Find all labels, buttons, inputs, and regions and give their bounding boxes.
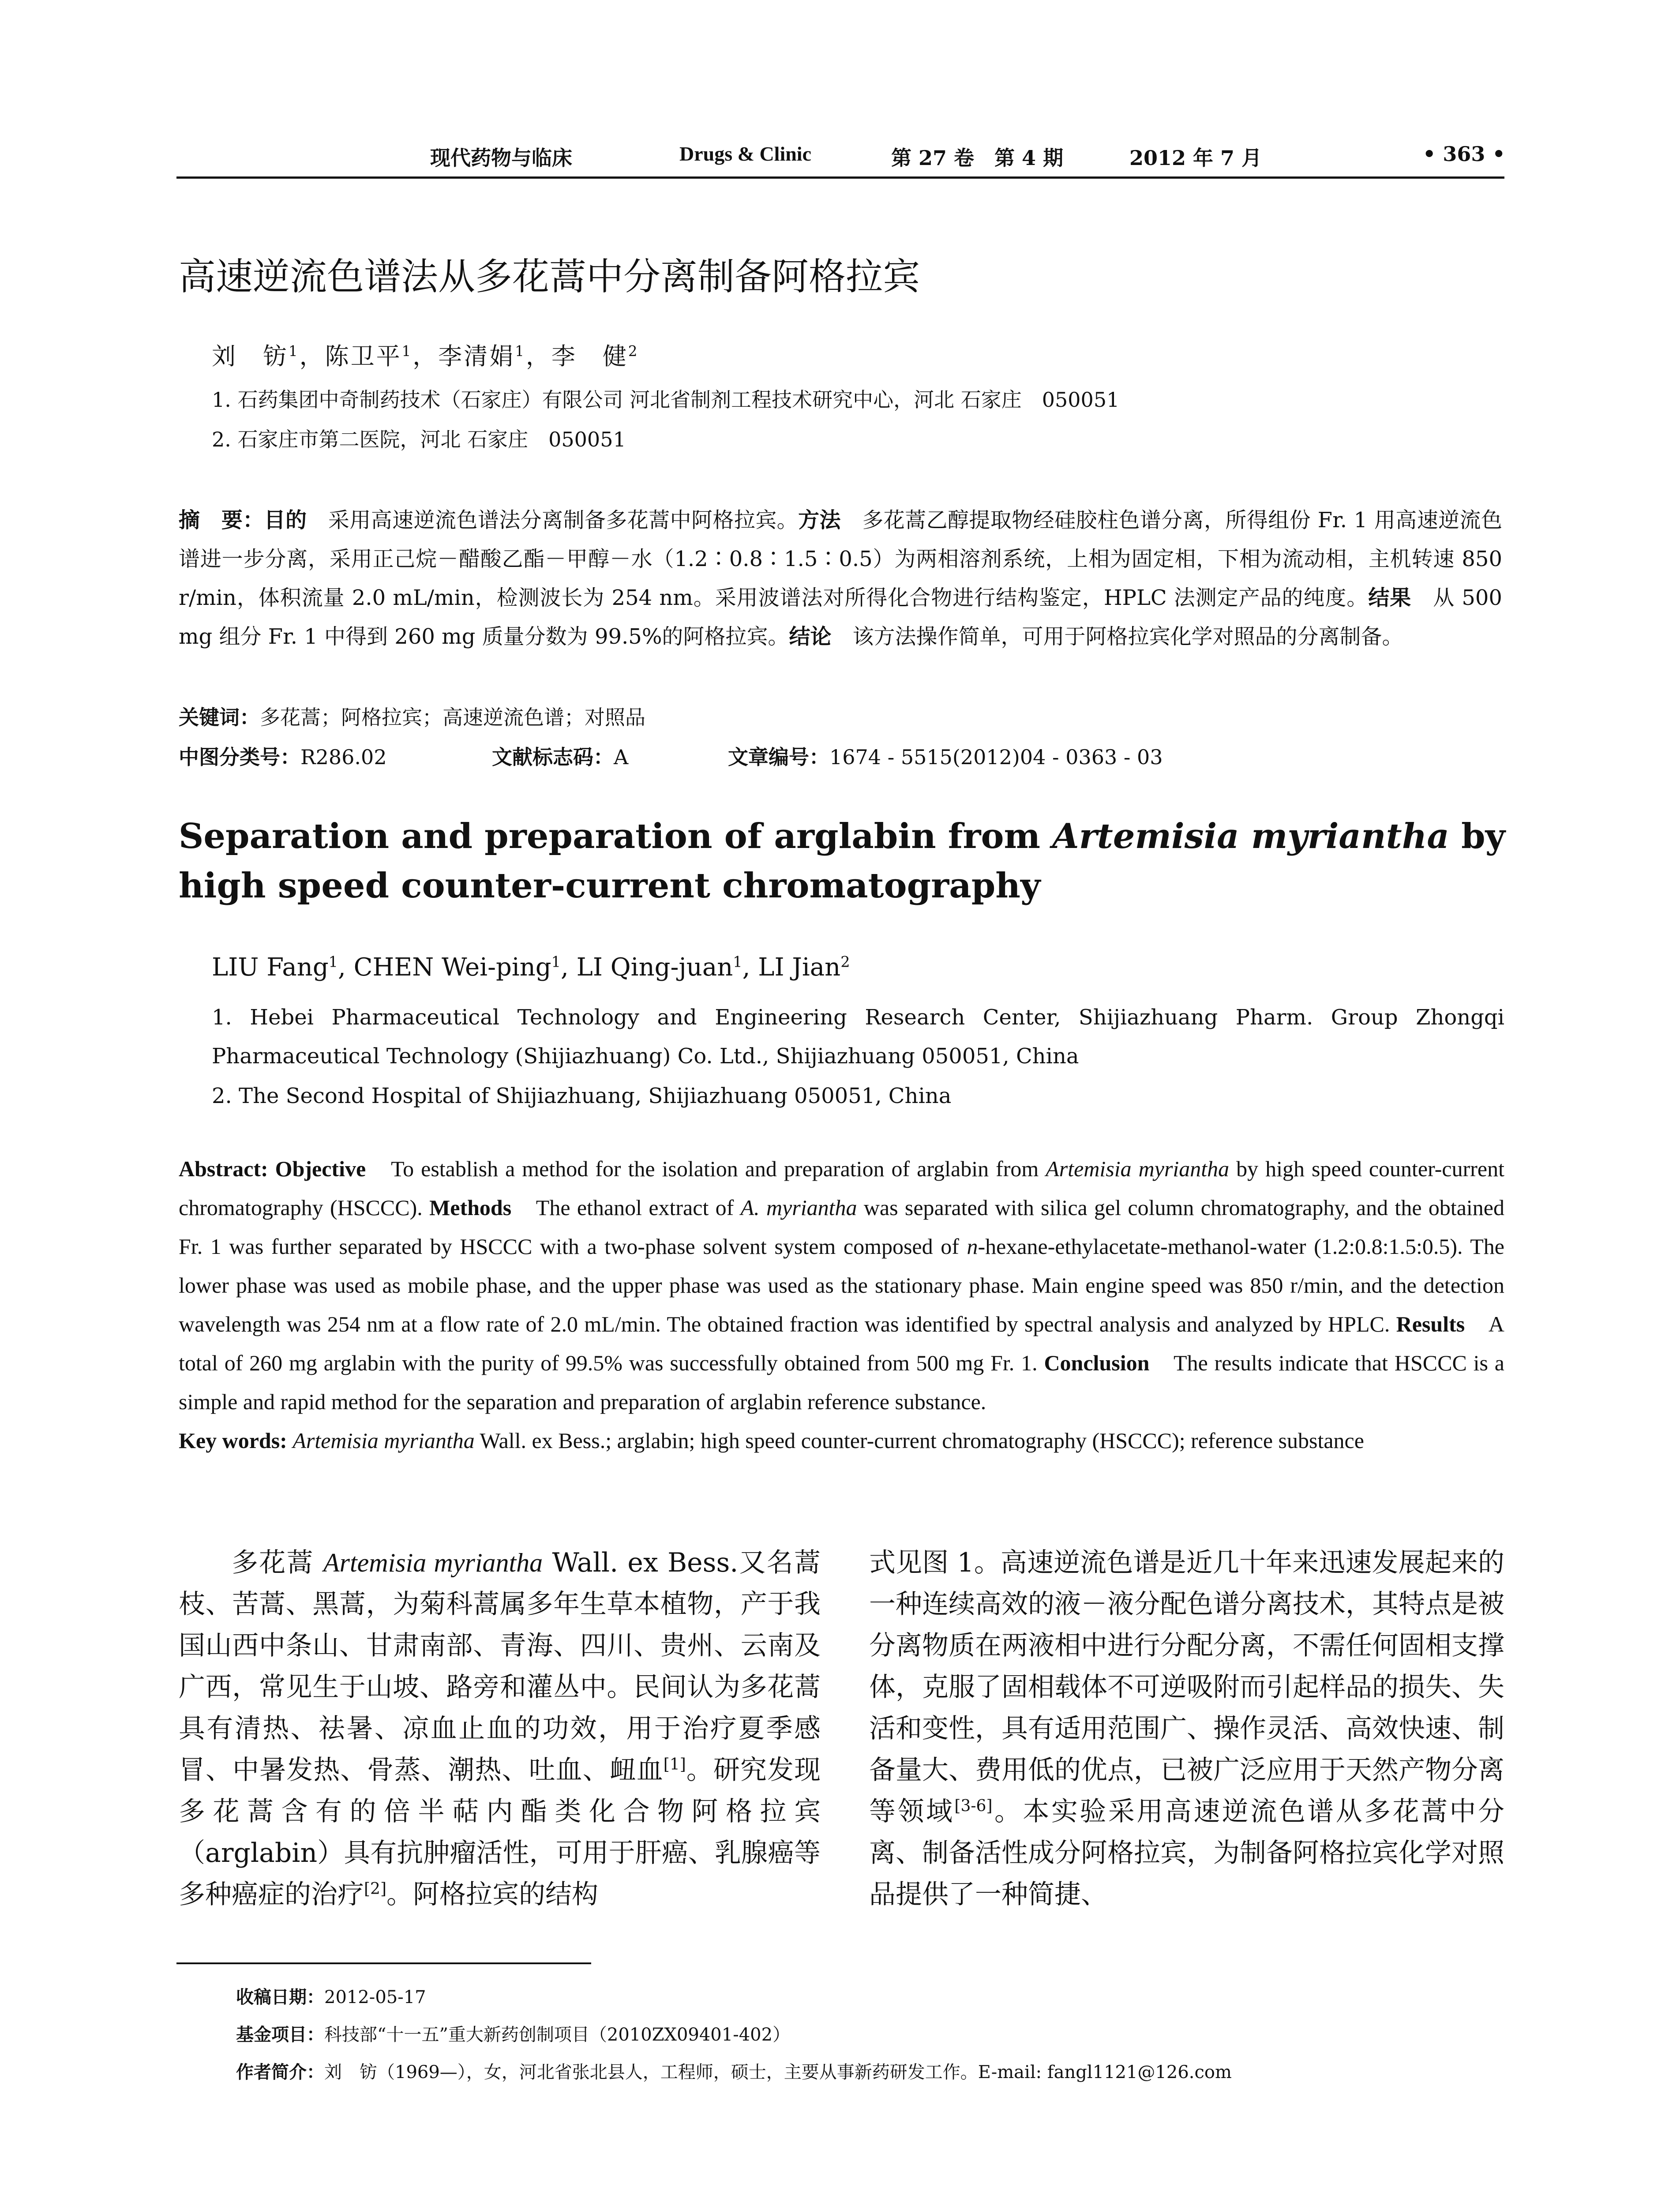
publication-date: 2012 年 7 月 (1129, 146, 1262, 170)
volume-issue: 第 27 卷 第 4 期 (891, 146, 1064, 170)
citation: [1] (663, 1756, 686, 1774)
en-affiliation-1: 1. Hebei Pharmaceutical Technology and Engineering Research Center, Shijiazhuang Pharm. Group Zhongqi Pharmaceutical Technology (Shijiazhuang) Co. Ltd., Shijiazhuang 050051, China (212, 1005, 1504, 1069)
running-header (179, 142, 1507, 177)
cn-affiliation-1: 1. 石药集团中奇制药技术（石家庄）有限公司 河北省制剂工程技术研究中心，河北 石家庄 050051 (212, 388, 1120, 412)
page-number: • 363 • (1423, 142, 1505, 166)
footnote-author: 作者简介：刘 钫（1969—），女，河北省张北县人，工程师，硕士，主要从事新药研发工作。E-mail: fangl1121@126.com (236, 2062, 1232, 2082)
footnote-fund: 基金项目：科技部“十一五”重大新药创制项目（2010ZX09401-402） (236, 2025, 791, 2045)
journal-name-en: Drugs & Clinic (679, 143, 811, 165)
cn-classification: 中图分类号：R286.02 (179, 745, 387, 769)
journal-name-cn: 现代药物与临床 (430, 146, 572, 170)
citation: [2] (364, 1880, 386, 1898)
body-column-left: 多花蒿 Artemisia myriantha Wall. ex Bess.又名蒿枝、苦蒿、黑蒿，为菊科蒿属多年生草本植物，产于我国山西中条山、甘肃南部、青海、四川、贵州、云南及广西，常见生于山坡、路旁和灌丛中。民间认为多花蒿具有清热、祛暑、凉血止血的功效，用于治疗夏季感冒、中暑发热、骨蒸、潮热、吐血、衄血[1]。研究发现多花蒿含有的倍半萜内酯类化合物阿格拉宾（arglabin）具有抗肿瘤活性，可用于肝癌、乳腺癌等多种癌症的治疗[2]。阿格拉宾的结构 (179, 1547, 821, 1910)
cn-affiliation-2: 2. 石家庄市第二医院，河北 石家庄 050051 (212, 428, 626, 451)
abstract-label: 摘 要： (179, 508, 264, 533)
footnote-received: 收稿日期：2012-05-17 (236, 1987, 426, 2007)
author-name: 李清娟 (438, 342, 515, 370)
author-name: 李 健 (551, 342, 628, 370)
author-name: 刘 钫 (212, 342, 289, 370)
footnote-rule (176, 1962, 591, 1964)
author-name: 陈卫平 (325, 342, 402, 370)
header-rule (176, 176, 1504, 179)
en-keywords-label: Key words: (179, 1428, 293, 1453)
cn-document-code: 文献标志码：A (492, 745, 629, 769)
cn-title: 高速逆流色谱法从多花蒿中分离制备阿格拉宾 (179, 255, 920, 298)
en-affiliation-2: 2. The Second Hospital of Shijiazhuang, Shijiazhuang 050051, China (212, 1084, 952, 1108)
cn-abstract: 摘 要：目的 采用高速逆流色谱法分离制备多花蒿中阿格拉宾。方法 多花蒿乙醇提取物经硅胶柱色谱分离，所得组份 Fr. 1 用高速逆流色谱进一步分离，采用正己烷－醋酸乙酯－甲醇－水（1.2∶0.8∶1.5∶0.5）为两相溶剂系统，上相为固定相，下相为流动相，主机转速 850 r/min，体积流量 2.0 mL/min，检测波长为 254 nm。采用波谱法对所得化合物进行结构鉴定，HPLC 法测定产品的纯度。结果 从 500 mg 组分 Fr. 1 中得到 260 mg 质量分数为 99.5%的阿格拉宾。结论 该方法操作简单，可用于阿格拉宾化学对照品的分离制备。 (179, 508, 1502, 649)
en-authors: LIU Fang$^1$, CHEN Wei-ping$^1$, LI Qing-juan$^1$, LI Jian$^2$ (212, 953, 850, 982)
cn-article-number: 文章编号：1674 - 5515(2012)04 - 0363 - 03 (728, 745, 1163, 769)
citation: [3-6] (954, 1797, 993, 1815)
cn-authors: 刘 钫$^1$，陈卫平$^1$，李清娟$^1$，李 健$^2$ (212, 342, 639, 370)
en-title: Separation and preparation of arglabin from Artemisia myriantha by high speed counter-current chromatography (179, 816, 1505, 906)
cn-keywords: 关键词：多花蒿；阿格拉宾；高速逆流色谱；对照品 (179, 705, 645, 729)
en-abstract: Abstract: Objective To establish a method for the isolation and preparation of arglabin from Artemisia myriantha by high speed counter-current chromatography (HSCCC). Methods The ethanol extract of A. myriantha was separated with silica gel column chromatography, and the obtained Fr. 1 was further separated by HSCCC with a two-phase solvent system composed of n-hexane-ethylacetate-methanol-water (1.2:0.8:1.5:0.5). The lower phase was used as mobile phase, and the upper phase was used as the stationary phase. Main engine speed was 850 r/min, and the detection wavelength was 254 nm at a flow rate of 2.0 mL/min. The obtained fraction was identified by spectral analysis and analyzed by HPLC. Results A total of 260 mg arglabin with the purity of 99.5% was successfully obtained from 500 mg Fr. 1. Conclusion The results indicate that HSCCC is a simple and rapid method for the separation and preparation of arglabin reference substance. Key words: Artemisia myriantha Wall. ex Bess.; arglabin; high speed counter-current chromatography (HSCCC); reference substance (179, 1156, 1505, 1453)
body-column-right: 式见图 1。高速逆流色谱是近几十年来迅速发展起来的一种连续高效的液－液分配色谱分离技术，其特点是被分离物质在两液相中进行分配分离，不需任何固相支撑体，克服了固相载体不可逆吸附而引起样品的损失、失活和变性，具有适用范围广、操作灵活、高效快速、制备量大、费用低的优点，已被广泛应用于天然产物分离等领域[3-6]。本实验采用高速逆流色谱从多花蒿中分离、制备活性成分阿格拉宾，为制备阿格拉宾化学对照品提供了一种简捷、 (869, 1547, 1505, 1910)
